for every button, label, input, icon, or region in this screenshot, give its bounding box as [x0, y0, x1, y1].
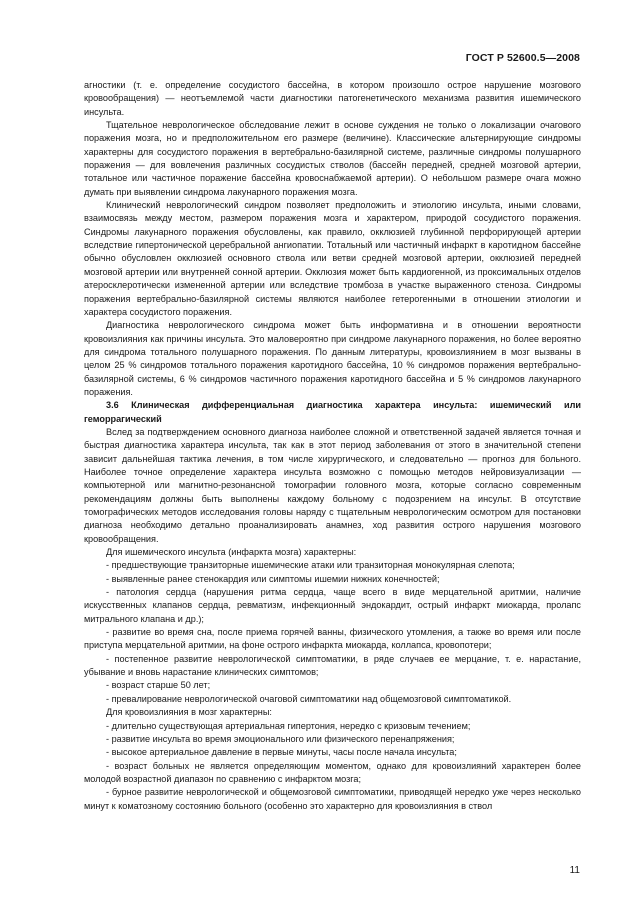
ischemic-list-item: - превалирование неврологической очаговой симптоматики над общемозговой симптоматикой.	[106, 693, 512, 704]
ischemic-list-item: - развитие во время сна, после приема горячей ванны, физического утомления, а также во время или после приступа мерцательной аритмии, на фоне острого инфаркта миокарда, коллапса, кровопотери;	[84, 627, 581, 651]
hemorrhage-list-item: - высокое артериальное давление в первые минуты, часы после начала инсульта;	[106, 747, 457, 758]
hemorrhage-list-item: - длительно существующая артериальная гипертония, нередко с кризовым течением;	[106, 720, 471, 731]
paragraph-diagnosis-task: Вслед за подтверждением основного диагноза наиболее сложной и ответственной задачей является точная и быстрая диагностика характера инсульта, так как в этот период заболевания от этого в значительной степени зависит дальнейшая тактика лечения, в том числе хирургического, и следовательно — прогноз для больного. Наиболее точное определение характера инсульта возможно с помощью методов нейровизуализации — компьютерной или магнитно-резонансной томографии головного мозга, которые согласно современным рекомендациям должны быть выполнены каждому больному с подозрением на инсульт. В отсутствие томографических методов исследования головы наряду с тщательным неврологическим осмотром для постановки диагноза необходимо детально проанализировать анамнез, ход развития острого нарушения мозгового кровообращения.	[84, 426, 581, 544]
paragraph-clinical-syndrome: Клинический неврологический синдром позволяет предположить и этиологию инсульта, иными словами, взаимосвязь между местом, размером поражения мозга и характером, природой сосудистого поражения. Синдромы лакунарного поражения обусловлены, как правило, окклюзией глубинной перфорирующей артерии вследствие гипертонической церебральной ангиопатии. Тотальный или частичный инфаркт в каротидном бассейне обычно обусловлен окклюзией основного ствола или ветви средней мозговой артерии, окклюзией передней мозговой артерии или внутренней сонной артерии. Окклюзия может быть кардиогенной, из проксимальных отделов атеросклеротически измененной артерии или вследствие тромбоза в участке выраженного стеноза. Синдромы поражения вертебрально-базилярной системы являются наиболее гетерогенными в отношении этиологии и характера сосудистого поражения.	[84, 200, 581, 317]
section-heading-3-6: 3.6 Клиническая дифференциальная диагностика характера инсульта: ишемический или геморрагический	[84, 400, 581, 424]
paragraph-neurological-exam: Тщательное неврологическое обследование лежит в основе суждения не только о локализации очагового поражения мозга, но и предположительном его размере (величине). Классические альтернирующие синдромы характерны для сосудистого поражения в вертебрально-базилярной системе, различные синдромы полушарного поражения — для вовлечения различных сосудистых стволов (бассейн передней, средней мозговой артерии, тотальное или частичное поражение бассейна кровоснабжаемой артерии). О небольшом размере очага можно думать при выявлении синдрома лакунарного поражения мозга.	[84, 120, 581, 197]
document-header: ГОСТ Р 52600.5—2008	[465, 52, 580, 64]
page-number: 11	[569, 865, 580, 876]
hemorrhage-list-item: - возраст больных не является определяющим моментом, однако для кровоизлияний характерен более молодой возрастной диапазон по сравнению с инфарктом мозга;	[84, 760, 581, 784]
hemorrhage-list-item: - бурное развитие неврологической и общемозговой симптоматики, приводящей нередко уже через несколько минут к коматозному состоянию больного (особенно это характерно для кровоизлияния в ствол	[84, 787, 581, 811]
ischemic-list-item: - выявленные ранее стенокардия или симптомы ишемии нижних конечностей;	[106, 573, 440, 584]
document-body	[84, 79, 581, 813]
hemorrhage-list-item: - развитие инсульта во время эмоционального или физического перенапряжения;	[106, 733, 455, 744]
paragraph-hemorrhage-probability: Диагностика неврологического синдрома может быть информативна и в отношении вероятности кровоизлияния как причины инсульта. Это маловероятно при синдроме лакунарного поражения, но более вероятно для синдрома тотального полушарного поражения. По данным литературы, кровоизлиянием в мозг вызваны в целом 25 % синдромов тотального поражения каротидного бассейна, 10 % синдромов поражения вертебрально-базилярной системы, 6 % синдромов частичного поражения каротидного бассейна и 5 % синдромов лакунарного поражения.	[84, 320, 581, 397]
ischemic-list-item: - патология сердца (нарушения ритма сердца, чаще всего в виде мерцательной аритмии, наличие искусственных клапанов сердца, ревматизм, инфекционный эндокардит, острый инфаркт миокарда, пролапс митрального клапана и др.);	[84, 587, 581, 624]
paragraph-continuation: агностики (т. е. определение сосудистого бассейна, в котором произошло острое нарушение мозгового кровообращения) — неотъемлемой части диагностики патогенетического механизма развития ишемического инсульта.	[84, 80, 581, 117]
ischemic-list-intro: Для ишемического инсульта (инфаркта мозга) характерны:	[106, 547, 357, 558]
ischemic-list-item: - предшествующие транзиторные ишемические атаки или транзиторная монокулярная слепота;	[106, 560, 515, 571]
ischemic-list-item: - возраст старше 50 лет;	[106, 680, 211, 691]
hemorrhage-list-intro: Для кровоизлияния в мозг характерны:	[106, 707, 272, 718]
ischemic-list-item: - постепенное развитие неврологической симптоматики, в ряде случаев ее мерцание, т. е. нарастание, убывание и вновь нарастание клинических симптомов;	[84, 653, 581, 678]
